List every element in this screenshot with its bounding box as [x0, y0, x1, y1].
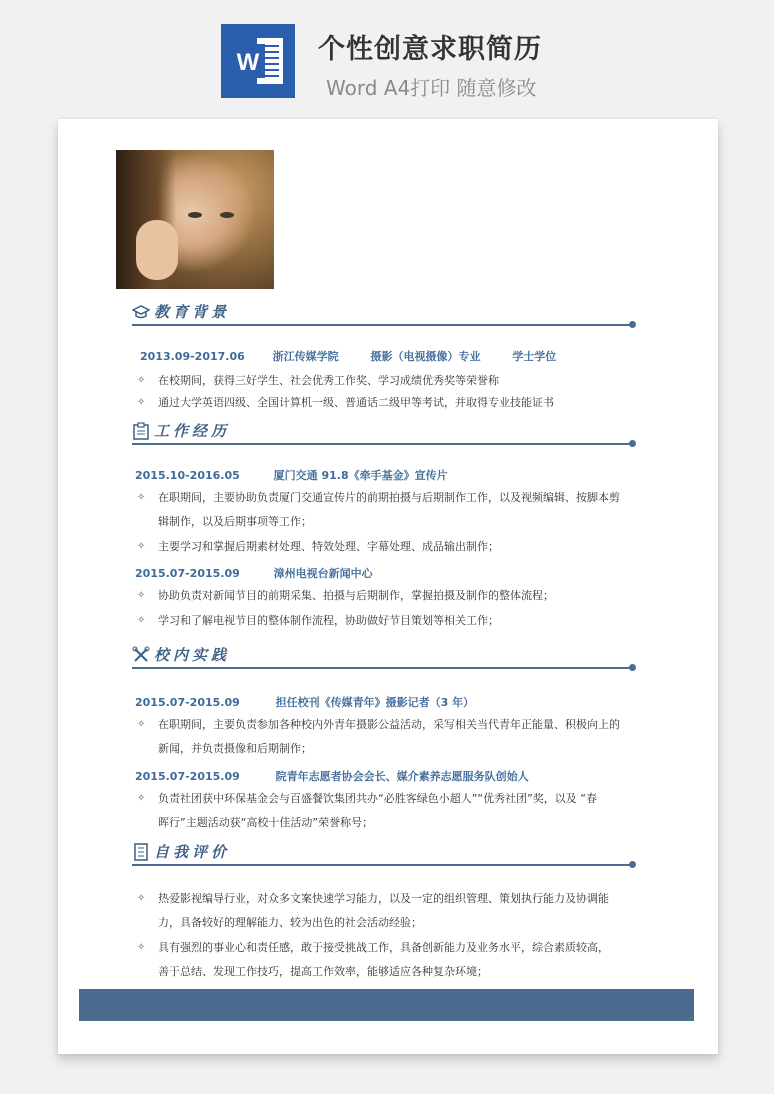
education-row [140, 348, 556, 364]
section-campus [132, 646, 636, 674]
education-major: 摄影（电视摄像）专业 [370, 350, 481, 363]
clipboard-icon [132, 422, 150, 440]
graduation-cap-icon [132, 303, 150, 321]
section-title: 工作经历 [154, 422, 231, 440]
notebook-icon [132, 843, 150, 861]
tools-icon [132, 646, 150, 664]
svg-text:W: W [236, 49, 260, 76]
profile-photo [116, 150, 274, 289]
footer-bar [79, 989, 694, 1021]
campus-date: 2015.07-2015.09 [135, 696, 240, 709]
word-icon [221, 24, 295, 98]
campus-date: 2015.07-2015.09 [135, 770, 240, 783]
section-education [132, 303, 636, 331]
campus-row [135, 768, 529, 784]
job-row [135, 467, 448, 483]
page-subtitle: Word A4打印 随意修改 [326, 76, 537, 100]
job-date: 2015.10-2016.05 [135, 469, 240, 482]
campus-row [135, 694, 474, 710]
education-school: 浙江传媒学院 [272, 350, 339, 363]
resume-page: 教育背景 2013.09-2017.06 浙江传媒学院 摄影（电视摄像）专业 学士学位 ✧ 在校期间，获得三好学生、社会优秀工作奖、学习成绩优秀奖等荣誉称 ✧ 通过大学英语四级、全国计算机一级、普通话二级甲等考试，并取得专业技能证书 工作经历 2015.10-2016.05 厦门交通 91.8《牵手基金》宣传片 ✧ 在职期间，主要协助负责厦门交通宣传片的前期拍摄与后期制作工作，以及视频编辑、按脚本剪 辑制作，以及后期事项等工作； ✧ 主要学习和掌握后期素材处理、特效处理、字幕处理、成品输出制作； 2015.07-2015.09 漳州电视台新闻中心 ✧ 协助负责对新闻节目的前期采集、拍摄与后期制作，掌握拍摄及制作的整体流程； ✧ 学习和了解电视节目的整体制作流程，协助做好节目策划等相关工作； 校内实践 2015.07-2015.09 担任校刊《传媒青年》摄影记者（3 年） ✧ 在职期间，主要负责参加各种校内外青年摄影公益活动，采写相关当代青年正能量、积极向上的 新闻，并负责摄像和后期制作； 2015.07-2015.09 院青年志愿者协会会长、媒介素养志愿服务队创始人 ✧ 负责社团获中环保基金会与百盛餐饮集团共办“必胜客绿色小超人”“优秀社团”奖，以及 “春 晖行”主题活动获“高校十佳活动”荣誉称号； 自我评价 ✧ 热爱影视编导行业，对众多文案快速学习能力，以及一定的组织管理、策划执行能力及协调能 力，具备较好的理解能力、较为出色的社会活动经验； ✧ 具有强烈的事业心和责任感，敢于接受挑战工作，具备创新能力及业务水平，综合素质较高， 善于总结、发现工作技巧，提高工作效率，能够适应各种复杂环境； [58, 119, 718, 1054]
job-date: 2015.07-2015.09 [135, 567, 240, 580]
campus-role: 担任校刊《传媒青年》摄影记者（3 年） [275, 696, 475, 709]
job-role: 厦门交通 91.8《牵手基金》宣传片 [273, 469, 448, 482]
education-date: 2013.09-2017.06 [140, 350, 245, 363]
section-title: 校内实践 [154, 646, 231, 664]
campus-role: 院青年志愿者协会会长、媒介素养志愿服务队创始人 [275, 770, 529, 783]
job-row [135, 565, 373, 581]
education-degree: 学士学位 [512, 350, 557, 363]
page-title: 个性创意求职简历 [318, 34, 542, 65]
section-self [132, 843, 636, 871]
section-title: 教育背景 [154, 303, 231, 321]
header [0, 0, 774, 110]
job-role: 漳州电视台新闻中心 [273, 567, 373, 580]
section-work [132, 422, 636, 450]
section-title: 自我评价 [154, 843, 231, 861]
